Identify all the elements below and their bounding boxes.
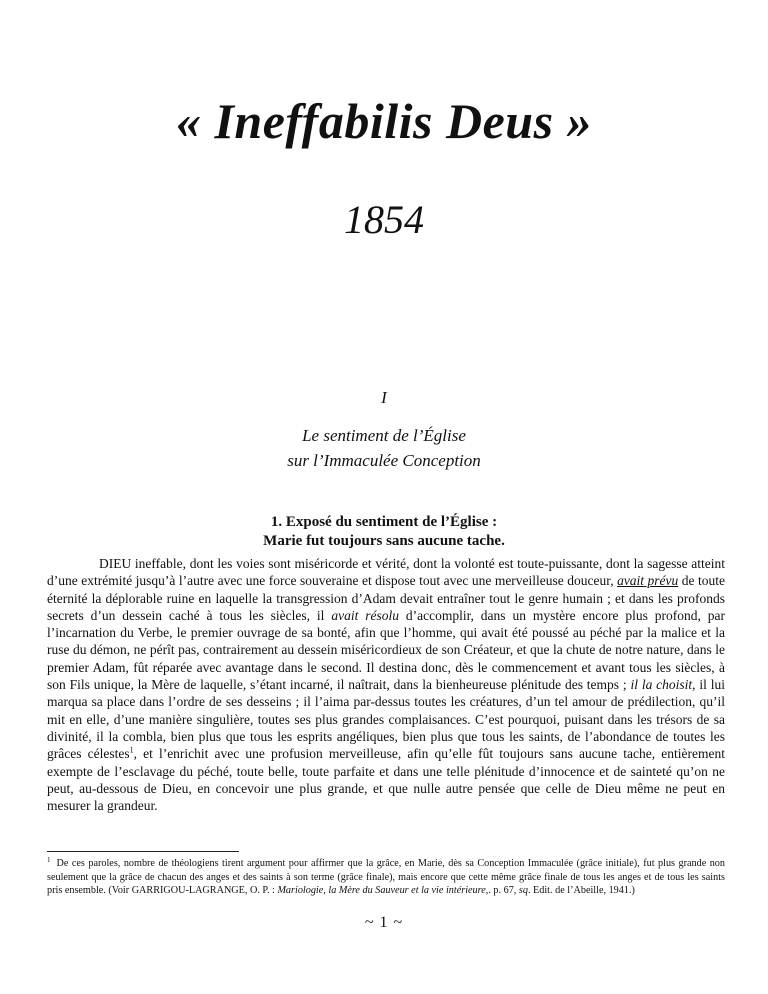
footnote-text: De ces paroles, nombre de théologiens tirent argument pour affirmer que la grâce, en Marie, dès sa Conception Immaculée (grâce initiale), fut plus grande non seulement que la grâce de chacun des anges et des saints à son terme (grâce finale), mais encore que cette même grâce finale de tous les anges et de tous les saints pris ensemble. (Voir GARRIGOU-LAGRANGE, O. P. : xyxy=(47,858,725,897)
footnote-work-title: Mariologie, la Mère du Sauveur et la vie intérieure xyxy=(277,885,486,897)
footnote-reference[interactable]: 1 xyxy=(129,745,134,755)
footnote-end: . Edit. de l’Abeille, 1941.) xyxy=(527,885,635,897)
footnote-marker: 1 xyxy=(47,855,51,864)
paragraph-text-4: , il lui marqua sa place dans l’ordre de ses desseins ; il l’aima par-dessus toutes les créatures, d’un tel amour de prédilection, qu’il mit en elle, d’une manière singulière, toutes ses plus grandes complaisances. C’est pourquoi, puisant dans les trésors de sa divinité, il la combla, bien plus que tous les esprits angéliques, bien plus que tous les saints, de l’abondance de toutes les grâces célestes xyxy=(47,677,725,762)
footnote-sq: sq xyxy=(518,885,528,897)
paragraph-text-5: , et l’enrichit avec une profusion merveilleuse, afin qu’elle fût toujours sans aucune tache, entièrement exempte de l’esclavage du péché, toute belle, toute parfaite et dans une telle plénitude d’innocence et de sainteté qu’on ne peut, au-dessous de Dieu, en concevoir une plus grande, et que nulle autre pensée que celle de Dieu même ne peut en mesurer la grandeur. xyxy=(47,746,725,814)
section-title xyxy=(0,423,768,473)
emphasis-il-la-choisit: il la choisit xyxy=(630,677,693,693)
emphasis-avait-prevu: avait prévu xyxy=(617,573,679,589)
document-year: 1854 xyxy=(344,197,424,242)
paragraph-text-3: d’accomplir, dans un mystère encore plus profond, par l’incarnation du Verbe, le premier ouvrage de sa bonté, afin que l’homme, qui avait été poussé au péché par la malice et la ruse du démon, ne pérît pas, contrairement au dessein miséricordieux de son Créateur, et que la chute de notre nature, dans le premier Adam, fût réparée avec avantage dans le second. Il destina donc, dès le commencement et avant tous les siècles, à son Fils unique, la Mère de laquelle, s’étant incarné, il naîtrait, dans la bienheureuse plénitude des temps ; xyxy=(47,607,725,693)
section-number: I xyxy=(381,388,387,407)
footnote-tail: ,. p. 67, xyxy=(485,885,519,897)
section-title-line-2: sur l’Immaculée Conception xyxy=(287,451,481,470)
paragraph-text-2: de toute éternité la déplorable ruine en laquelle la transgression d’Adam devait entraîner tout le genre humain ; et dans les profonds secrets d’un dessein caché à tous les siècles, il xyxy=(47,573,725,623)
subsection-heading-line-2: Marie fut toujours sans aucune tache. xyxy=(263,533,505,549)
emphasis-avait-resolu: avait résolu xyxy=(331,607,399,623)
subsection-heading-line-1: 1. Exposé du sentiment de l’Église : xyxy=(270,514,498,530)
footnote xyxy=(47,857,725,898)
body-paragraph xyxy=(47,555,725,814)
paragraph-text-1: DIEU ineffable, dont les voies sont miséricorde et vérité, dont la volonté est toute-puissante, dont la sagesse atteint d’une extrémité jusqu’à l’autre avec une force souveraine et dispose tout avec une merveilleuse douceur, xyxy=(47,556,725,589)
section-title-line-1: Le sentiment de l’Église xyxy=(302,426,466,445)
footnote-divider xyxy=(47,851,239,852)
document-title: « Ineffabilis Deus » xyxy=(175,93,593,149)
page-number: ~ 1 ~ xyxy=(364,914,404,931)
subsection-heading xyxy=(0,513,768,551)
